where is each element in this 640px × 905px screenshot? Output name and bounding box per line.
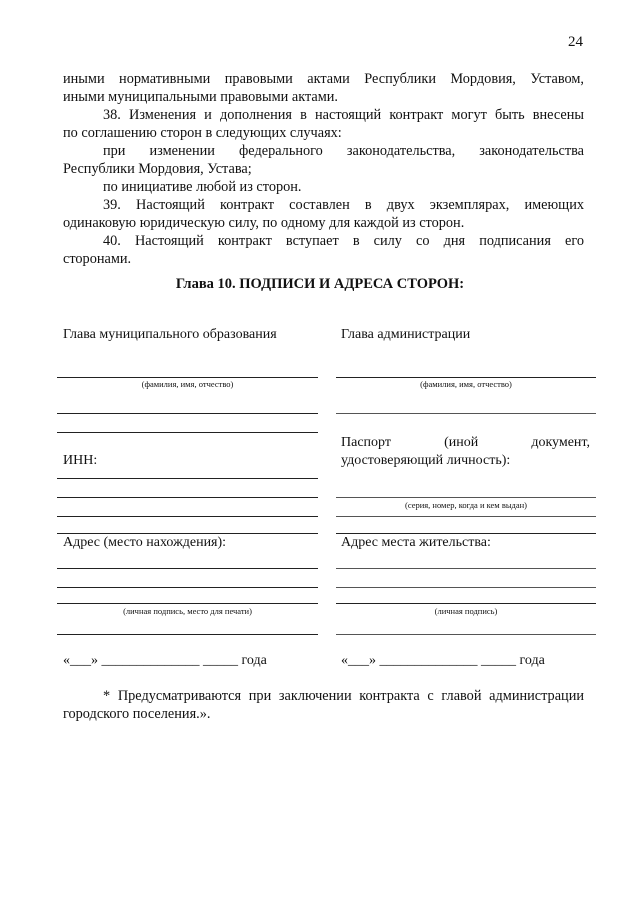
blank-line[interactable] <box>57 432 318 433</box>
address-line[interactable] <box>336 568 596 569</box>
name-line[interactable] <box>336 377 596 378</box>
left-date-field[interactable]: «___» ______________ _____ года <box>63 653 267 668</box>
passport-line[interactable] <box>336 497 596 498</box>
name-line[interactable] <box>57 377 318 378</box>
signature-line[interactable] <box>336 603 596 604</box>
signature-line[interactable] <box>57 603 318 604</box>
footnote-line: городского поселения.». <box>63 706 211 722</box>
blank-line[interactable] <box>57 533 318 534</box>
signature-caption: (личная подпись) <box>434 606 498 616</box>
page-number: 24 <box>568 34 583 50</box>
blank-line[interactable] <box>336 533 596 534</box>
right-column-title: Глава администрации <box>341 327 471 342</box>
chapter-heading: Глава 10. ПОДПИСИ И АДРЕСА СТОРОН: <box>175 276 465 292</box>
address-line[interactable] <box>57 587 318 588</box>
name-caption: (фамилия, имя, отчество) <box>141 379 234 389</box>
paragraph-38-line: по инициативе любой из сторон. <box>103 179 302 195</box>
residence-address-label: Адрес места жительства: <box>341 535 491 550</box>
passport-caption: (серия, номер, когда и кем выдан) <box>404 500 528 510</box>
right-date-field[interactable]: «___» ______________ _____ года <box>341 653 545 668</box>
address-line[interactable] <box>57 568 318 569</box>
blank-line[interactable] <box>57 516 318 517</box>
paragraph-38-line: Республики Мордовия, Устава; <box>63 161 252 177</box>
left-column-title: Глава муниципального образования <box>63 327 277 342</box>
blank-line[interactable] <box>57 497 318 498</box>
passport-label: Паспорт (иной документ, <box>341 435 590 450</box>
blank-line[interactable] <box>57 634 318 635</box>
address-line[interactable] <box>336 587 596 588</box>
paragraph-39-line: одинаковую юридическую силу, по одному для каждой из сторон. <box>63 215 465 231</box>
blank-line[interactable] <box>336 634 596 635</box>
blank-line[interactable] <box>336 516 596 517</box>
paragraph-40-line: сторонами. <box>63 251 132 267</box>
name-caption: (фамилия, имя, отчество) <box>420 379 512 389</box>
paragraph-39-line: 39. Настоящий контракт составлен в двух экземплярах, имеющих <box>103 197 584 213</box>
blank-line[interactable] <box>336 413 596 414</box>
footnote-line: * Предусматриваются при заключении контракта с главой администрации <box>103 688 584 704</box>
paragraph-38-line: при изменении федерального законодательства, законодательства <box>103 143 584 159</box>
paragraph-line: иными нормативными правовыми актами Республики Мордовия, Уставом, <box>63 71 584 87</box>
address-label: Адрес (место нахождения): <box>63 535 227 550</box>
inn-line[interactable] <box>57 478 318 479</box>
paragraph-40-line: 40. Настоящий контракт вступает в силу со дня подписания его <box>103 233 584 249</box>
passport-label-continued: удостоверяющий личность): <box>341 453 511 468</box>
signature-caption: (личная подпись, место для печати) <box>123 606 252 616</box>
inn-label: ИНН: <box>63 453 98 468</box>
paragraph-line: иными муниципальными правовыми актами. <box>63 89 339 105</box>
paragraph-38-line: 38. Изменения и дополнения в настоящий контракт могут быть внесены <box>103 107 584 123</box>
paragraph-38-line: по соглашению сторон в следующих случаях: <box>63 125 342 141</box>
blank-line[interactable] <box>57 413 318 414</box>
